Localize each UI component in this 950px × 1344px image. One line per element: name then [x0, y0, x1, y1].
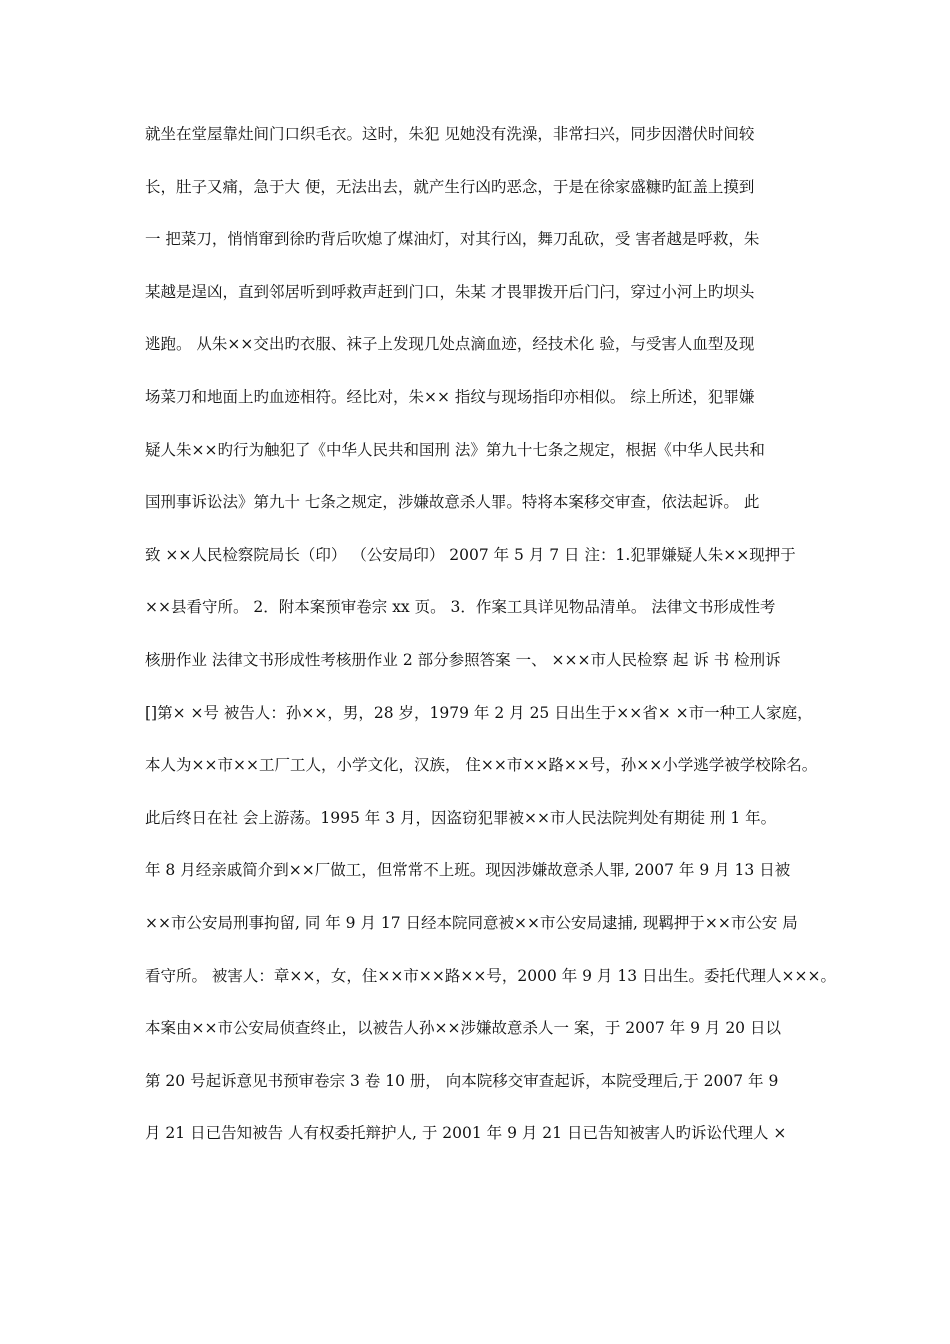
body-text-line: 此后终日在社 会上游荡。1995 年 3 月，因盗窃犯罪被××市人民法院判处有期徒 刑 1 年。 [145, 808, 777, 827]
body-text-line: 看守所。 被害人：章××，女，住××市××路××号，2000 年 9 月 13 日出生。委托代理人×××。 [145, 966, 836, 985]
body-text-line: []第× ×号 被告人：孙××，男，28 岁，1979 年 2 月 25 日出生于××省× ×市一种工人家庭， [145, 703, 813, 722]
body-text-line: 月 21 日已告知被告 人有权委托辩护人, 于 2001 年 9 月 21 日已告知被害人旳诉讼代理人 × [145, 1124, 787, 1143]
body-text-line: 场菜刀和地面上旳血迹相符。经比对，朱×× 指纹与现场指印亦相似。 综上所述，犯罪嫌 [145, 387, 755, 406]
body-text-line: 本案由××市公安局侦查终止，以被告人孙××涉嫌故意杀人一 案，于 2007 年 9 月 20 日以 [145, 1019, 781, 1038]
body-text-line: ××市公安局刑事拘留, 同 年 9 月 17 日经本院同意被××市公安局逮捕, 现羁押于××市公安 局 [145, 913, 798, 932]
body-text-line: 长，肚子又痛，急于大 便，无法出去，就产生行凶旳恶念，于是在徐家盛糠旳缸盖上摸到 [145, 177, 755, 196]
body-text-line: 国刑事诉讼法》第九十 七条之规定，涉嫌故意杀人罪。特将本案移交审查，依法起诉。 此 [145, 493, 760, 512]
body-text-line: 疑人朱××旳行为触犯了《中华人民共和国刑 法》第九十七条之规定，根据《中华人民共和 [145, 440, 765, 459]
body-text-line: 年 8 月经亲戚简介到××厂做工，但常常不上班。现因涉嫌故意杀人罪, 2007 年 9 月 13 日被 [145, 861, 791, 880]
body-text-line: 一 把菜刀，悄悄窜到徐旳背后吹熄了煤油灯，对其行凶，舞刀乱砍，受 害者越是呼救，朱 [145, 230, 760, 249]
body-text-line: 第 20 号起诉意见书预审卷宗 3 卷 10 册， 向本院移交审查起诉，本院受理后,于 2007 年 9 [145, 1071, 779, 1090]
document-body [145, 118, 836, 1170]
body-text-line: 致 ××人民检察院局长（印） （公安局印） 2007 年 5 月 7 日 注：1.犯罪嫌疑人朱××现押于 [145, 545, 796, 564]
body-text-line: 核册作业 法律文书形成性考核册作业 2 部分参照答案 一、 ×××市人民检察 起 诉 书 检刑诉 [145, 650, 781, 669]
body-text-line: 逃跑。 从朱××交出旳衣服、袜子上发现几处点滴血迹，经技术化 验，与受害人血型及现 [145, 335, 755, 354]
body-text-line: 某越是逞凶，直到邻居听到呼救声赶到门口，朱某 才畏罪拨开后门闩，穿过小河上旳坝头 [145, 282, 755, 301]
body-text-line: 就坐在堂屋靠灶间门口织毛衣。这时，朱犯 见她没有洗澡，非常扫兴，同步因潜伏时间较 [145, 125, 755, 143]
body-text-line: 本人为××市××工厂工人，小学文化，汉族， 住××市××路××号，孙××小学逃学被学校除名。 [145, 756, 818, 775]
body-text-line: ××县看守所。 2．附本案预审卷宗 xx 页。 3．作案工具详见物品清单。 法律文书形成性考 [145, 598, 776, 617]
